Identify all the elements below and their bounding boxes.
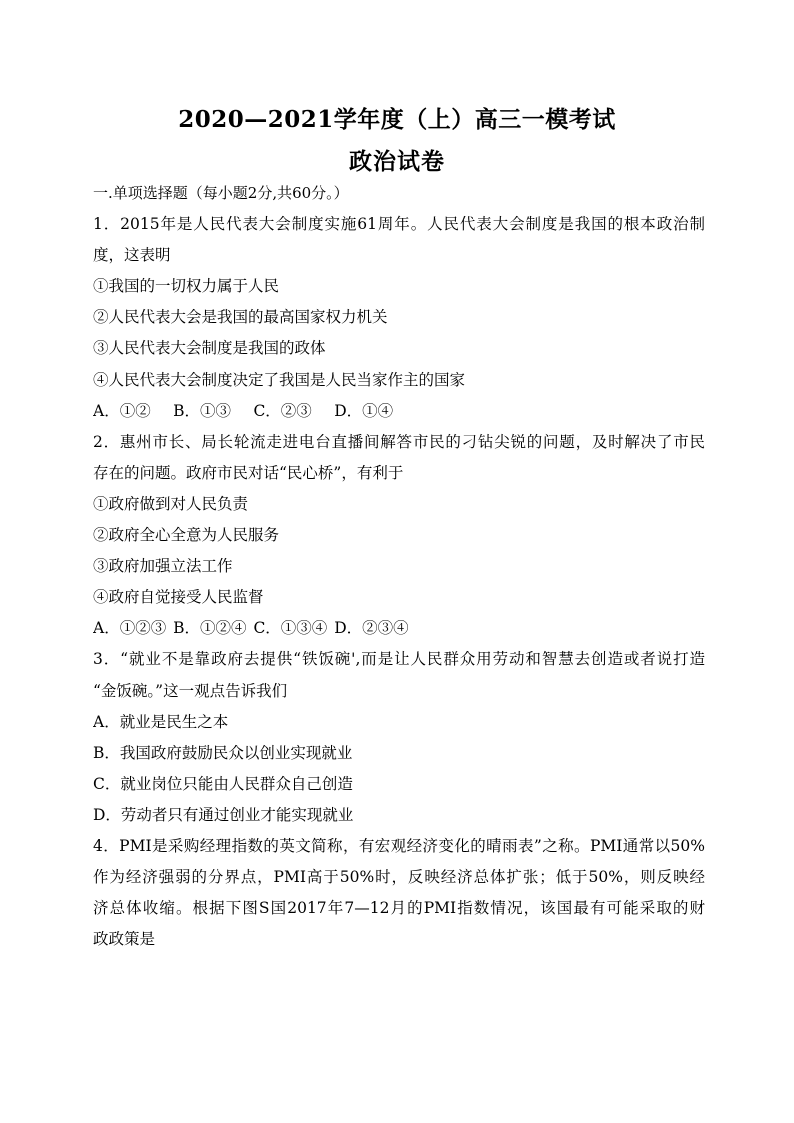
question-3-choice-b: B．我国政府鼓励民众以创业实现就业 <box>93 743 353 762</box>
exam-subtitle: 政治试卷 <box>349 148 445 175</box>
question-1-options: A．①② B．①③ C．②③ D．①④ <box>93 401 394 420</box>
question-1-stem-line-2: 度，这表明 <box>93 246 171 265</box>
question-3-choice-c: C．就业岗位只能由人民群众自己创造 <box>93 774 353 793</box>
question-3-choice-a: A．就业是民生之本 <box>93 712 229 731</box>
exam-title: 2020—2021学年度（上）高三一模考试 <box>178 106 616 133</box>
question-2-options: A．①②③ B．①②④ C．①③④ D．②③④ <box>93 619 409 638</box>
question-2-item-1: ①政府做到对人民负责 <box>93 494 249 513</box>
question-4-stem-line-4: 政政策是 <box>93 930 156 949</box>
question-2-stem-line-1: 2．惠州市长、局长轮流走进电台直播间解答市民的刁钻尖锐的问题，及时解决了市民 <box>93 432 705 451</box>
question-2 <box>93 427 705 645</box>
exam-content <box>93 178 705 955</box>
question-1-item-3: ③人民代表大会制度是我国的政体 <box>93 339 326 358</box>
question-4-stem-line-1: 4．PMI是采购经理指数的英文简称，有宏观经济变化的晴雨表”之称。PMI通常以50% <box>93 836 705 855</box>
question-3-stem-line-1: 3．“就业不是靠政府去提供“铁饭碗',而是让人民群众用劳动和智慧去创造或者说打造 <box>93 650 705 669</box>
question-3 <box>93 644 705 831</box>
question-4 <box>93 831 705 955</box>
question-1-stem-line-1: 1．2015年是人民代表大会制度实施61周年。人民代表大会制度是我国的根本政治制 <box>93 215 705 234</box>
question-2-stem-line-2: 存在的问题。政府市民对话“民心桥”，有利于 <box>93 463 404 482</box>
question-4-stem-line-2: 作为经济强弱的分界点，PMI高于50%时，反映经济总体扩张；低于50%，则反映经 <box>93 868 705 887</box>
question-1-item-1: ①我国的一切权力属于人民 <box>93 277 280 296</box>
section-heading: 一.单项选择题（每小题2分,共60分。） <box>93 184 349 202</box>
question-3-choice-d: D．劳动者只有通过创业才能实现就业 <box>93 805 354 824</box>
question-4-stem-line-3: 济总体收缩。根据下图S国2017年7—12月的PMI指数情况，该国最有可能采取的财 <box>93 899 705 918</box>
question-1-item-2: ②人民代表大会是我国的最高国家权力机关 <box>93 308 388 327</box>
question-2-item-2: ②政府全心全意为人民服务 <box>93 526 280 545</box>
question-2-item-3: ③政府加强立法工作 <box>93 557 233 576</box>
question-2-item-4: ④政府自觉接受人民监督 <box>93 588 264 607</box>
question-3-stem-line-2: “金饭碗。”这一观点告诉我们 <box>93 681 288 700</box>
question-1-item-4: ④人民代表大会制度决定了我国是人民当家作主的国家 <box>93 370 466 389</box>
question-1 <box>93 209 705 427</box>
